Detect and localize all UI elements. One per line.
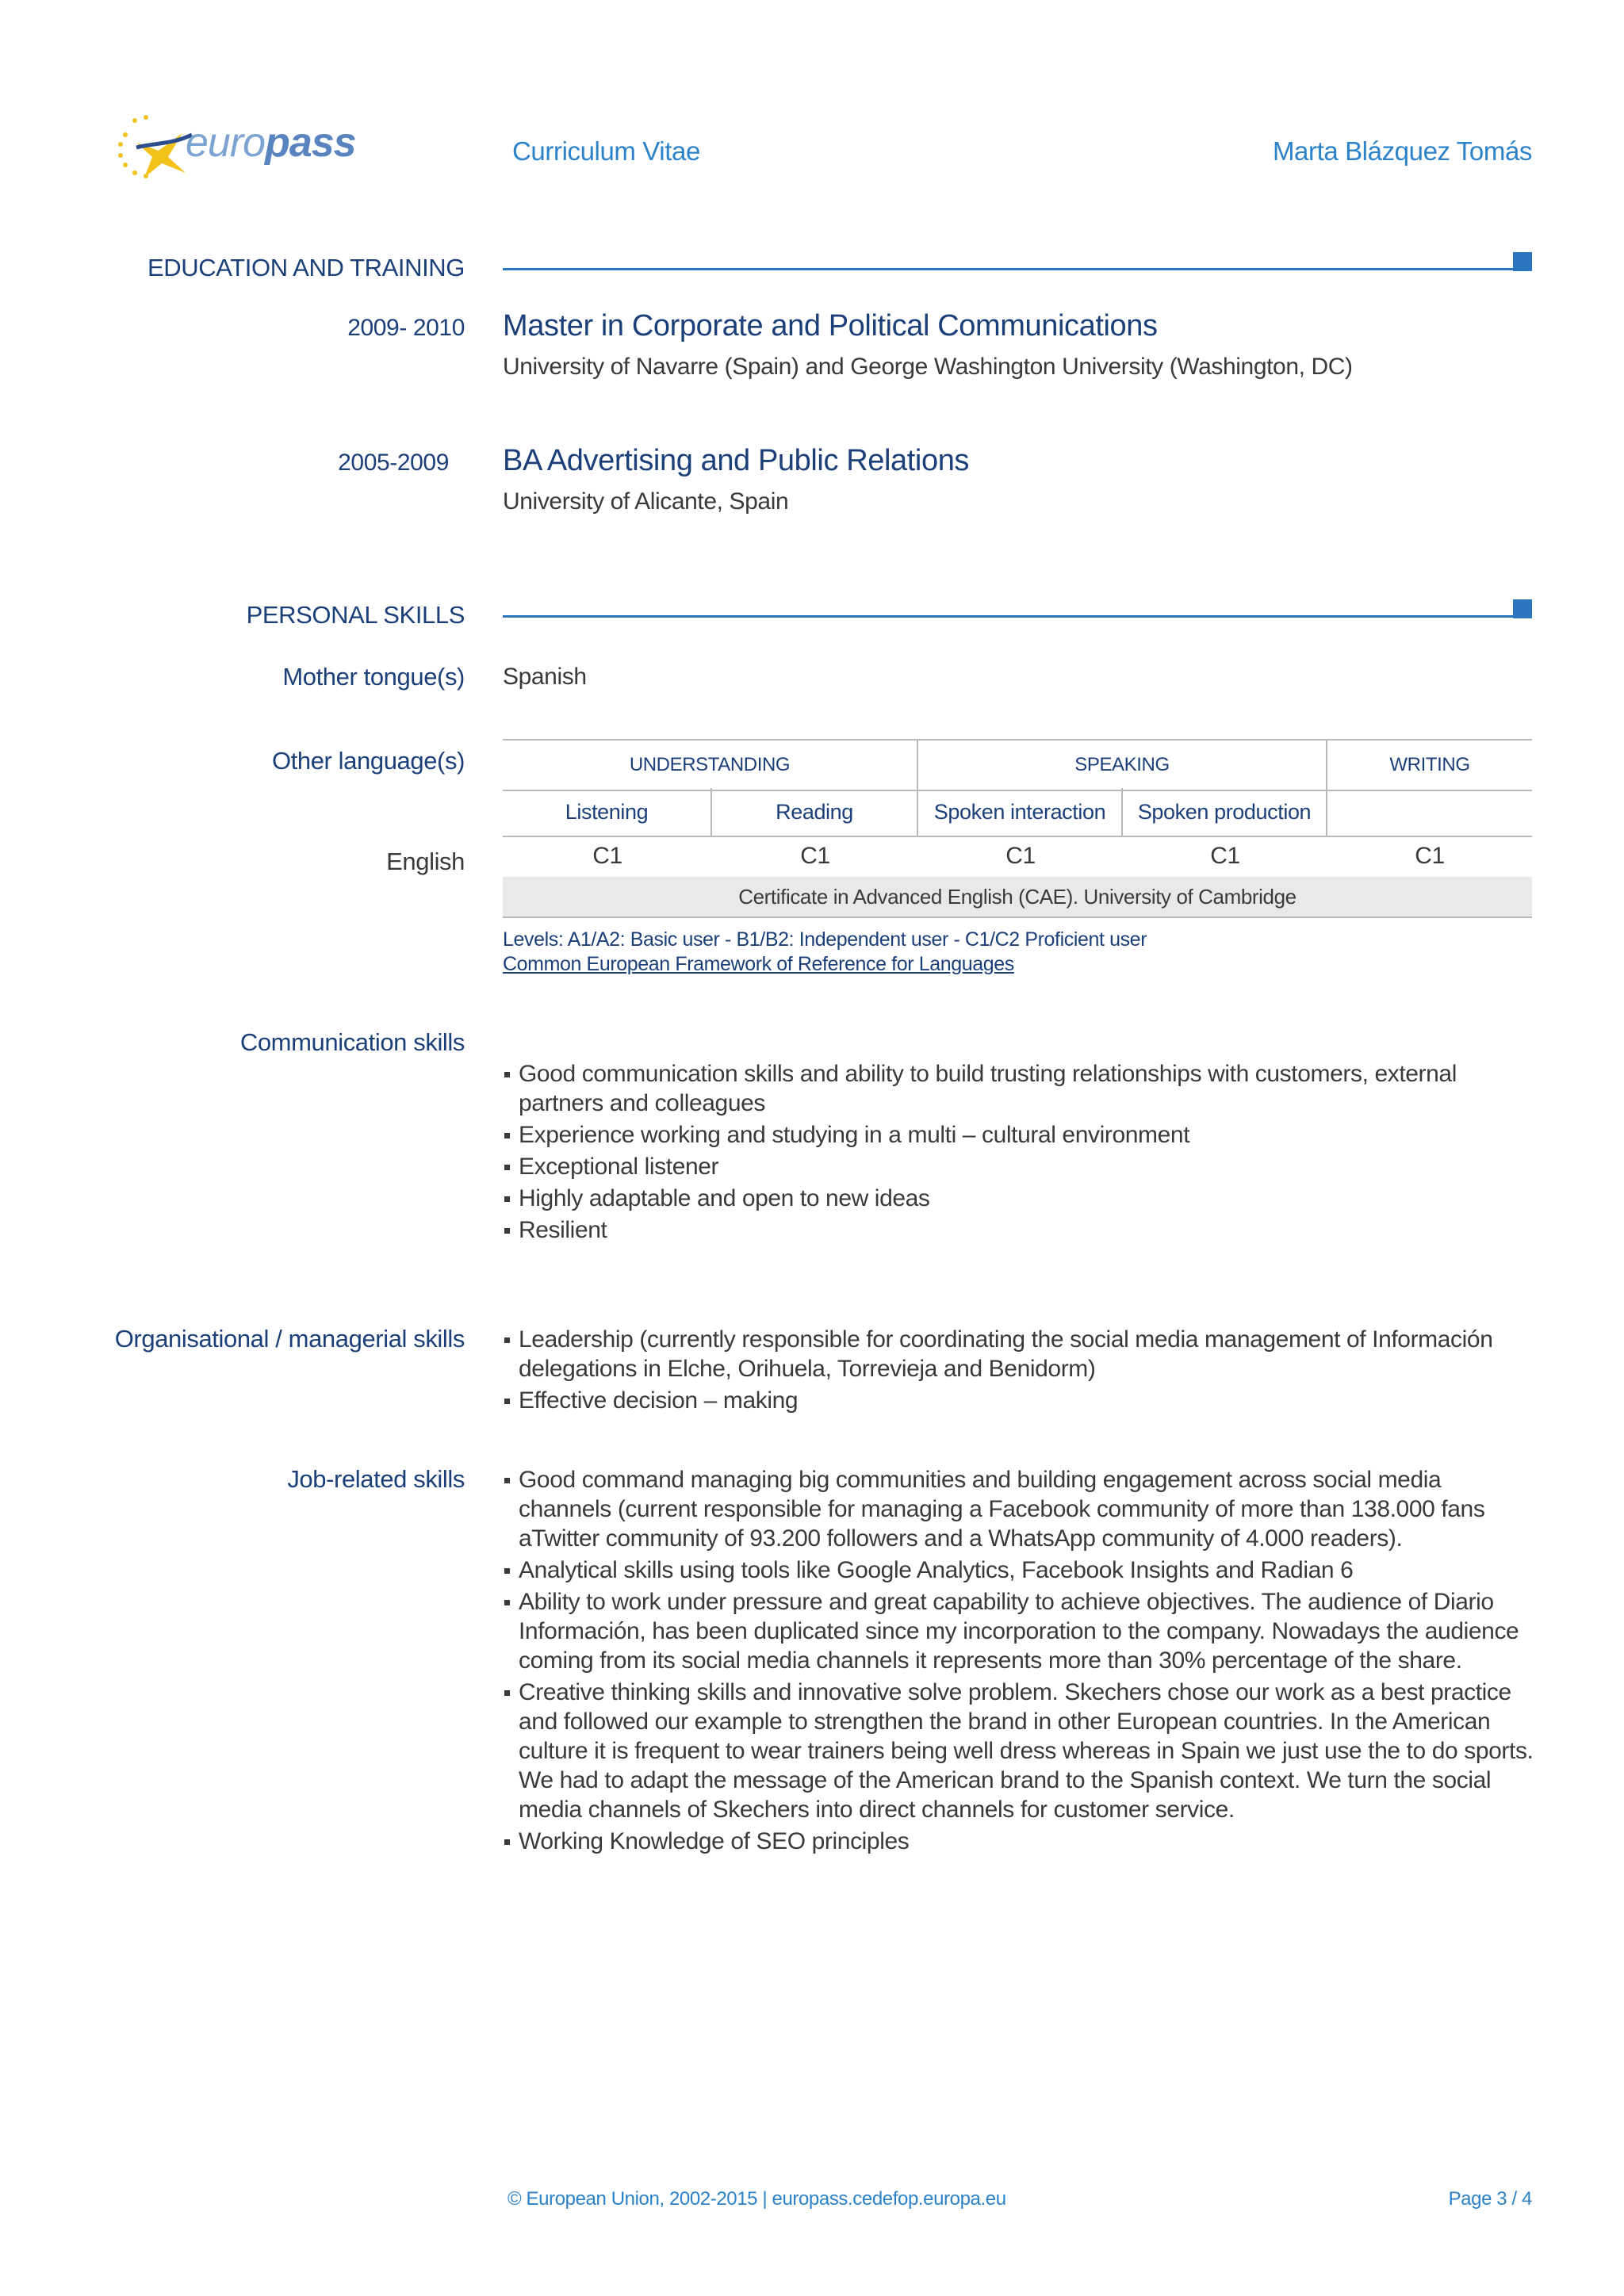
footer-copyright: © European Union, 2002-2015 | europass.cedefop.europa.eu	[508, 2188, 1006, 2210]
language-table-header-row	[503, 739, 1532, 791]
language-table	[503, 739, 1532, 921]
list-item: Creative thinking skills and innovative solve problem. Skechers chose our work as a best practice and followed our example to strengthen the brand in other European countries. In the American culture it is frequent to wear trainers being well dress whereas in Spain we just use the to do sports. We had to adapt the message of the American brand to the Spanish context. We turn the social media channels of Skechers into direct channels for customer service.	[503, 1678, 1534, 1824]
mother-tongue-label: Mother tongue(s)	[282, 663, 465, 691]
language-levels-note	[503, 928, 1147, 977]
list-item: Resilient	[503, 1215, 1534, 1245]
mother-tongue-value: Spanish	[503, 664, 587, 690]
education-section-marker	[1513, 252, 1532, 271]
education-entry-2-institution: University of Alicante, Spain	[503, 488, 789, 515]
education-section-rule	[503, 268, 1518, 270]
organisational-skills-label: Organisational / managerial skills	[114, 1325, 465, 1353]
subheader-spoken-interaction: Spoken interaction	[918, 788, 1123, 836]
subheader-listening: Listening	[503, 788, 712, 836]
logo-text-bold: pass	[265, 120, 356, 166]
language-certificate-row	[503, 877, 1532, 918]
personal-skills-section-rule	[503, 615, 1518, 618]
list-item: Analytical skills using tools like Google Analytics, Facebook Insights and Radian 6	[503, 1556, 1534, 1585]
document-title: Curriculum Vitae	[512, 136, 700, 166]
job-related-skills-label: Job-related skills	[287, 1465, 465, 1493]
personal-skills-section-title: PERSONAL SKILLS	[246, 601, 465, 629]
other-languages-label: Other language(s)	[271, 747, 465, 775]
logo-text-light: euro	[186, 120, 266, 166]
language-name: English	[386, 848, 465, 875]
footer-page-number: Page 3 / 4	[1448, 2188, 1532, 2210]
list-item: Good communication skills and ability to build trusting relationships with customers, external partners and colleagues	[503, 1059, 1534, 1118]
level-writing: C1	[1415, 843, 1445, 869]
communication-skills-label: Communication skills	[239, 1028, 465, 1056]
job-related-skills-list	[503, 1465, 1534, 1858]
education-entry-1-institution: University of Navarre (Spain) and George Washington University (Washington, DC)	[503, 354, 1353, 380]
person-name: Marta Blázquez Tomás	[1272, 136, 1532, 166]
list-item: Good command managing big communities and building engagement across social media channels (current responsible for managing a Facebook community of more than 138.000 fans aTwitter community of 93.200 followers and a WhatsApp community of 4.000 readers).	[503, 1465, 1534, 1553]
organisational-skills-list	[503, 1325, 1534, 1418]
education-entry-2-dates: 2005-2009	[338, 450, 449, 476]
list-item: Working Knowledge of SEO principles	[503, 1827, 1534, 1856]
education-entry-2-title: BA Advertising and Public Relations	[503, 444, 970, 477]
level-reading: C1	[800, 843, 830, 869]
levels-legend: Levels: A1/A2: Basic user - B1/B2: Independent user - C1/C2 Proficient user	[503, 928, 1147, 951]
education-entry-1-title: Master in Corporate and Political Communications	[503, 309, 1158, 342]
level-spoken-production: C1	[1210, 843, 1240, 869]
subheader-reading: Reading	[712, 788, 918, 836]
language-certificate: Certificate in Advanced English (CAE). University of Cambridge	[738, 884, 1297, 909]
list-item: Highly adaptable and open to new ideas	[503, 1184, 1534, 1213]
language-table-subheader-row	[503, 788, 1532, 837]
language-level-row	[503, 836, 1532, 877]
list-item: Ability to work under pressure and great capability to achieve objectives. The audience of Diario Información, has been duplicated since my incorporation to the company. Nowadays the audience coming from its social media channels it represents more than 30% percentage of the share.	[503, 1587, 1534, 1675]
list-item: Leadership (currently responsible for coordinating the social media management of Información delegations in Elche, Orihuela, Torrevieja and Benidorm)	[503, 1325, 1534, 1383]
cefr-link[interactable]: Common European Framework of Reference for Languages	[503, 953, 1014, 975]
header-writing: WRITING	[1389, 754, 1470, 775]
header-understanding: UNDERSTANDING	[503, 740, 918, 790]
communication-skills-list	[503, 1059, 1534, 1247]
level-spoken-interaction: C1	[1005, 843, 1036, 869]
list-item: Effective decision – making	[503, 1386, 1534, 1415]
subheader-writing-empty	[1327, 788, 1532, 836]
level-listening: C1	[592, 843, 622, 869]
europass-logo	[113, 111, 356, 182]
personal-skills-section-marker	[1513, 599, 1532, 618]
list-item: Experience working and studying in a multi – cultural environment	[503, 1120, 1534, 1150]
education-section-title: EDUCATION AND TRAINING	[147, 254, 465, 281]
list-item: Exceptional listener	[503, 1152, 1534, 1181]
header-speaking: SPEAKING	[918, 740, 1327, 790]
subheader-spoken-production: Spoken production	[1123, 788, 1327, 836]
education-entry-1-dates: 2009- 2010	[347, 315, 465, 341]
